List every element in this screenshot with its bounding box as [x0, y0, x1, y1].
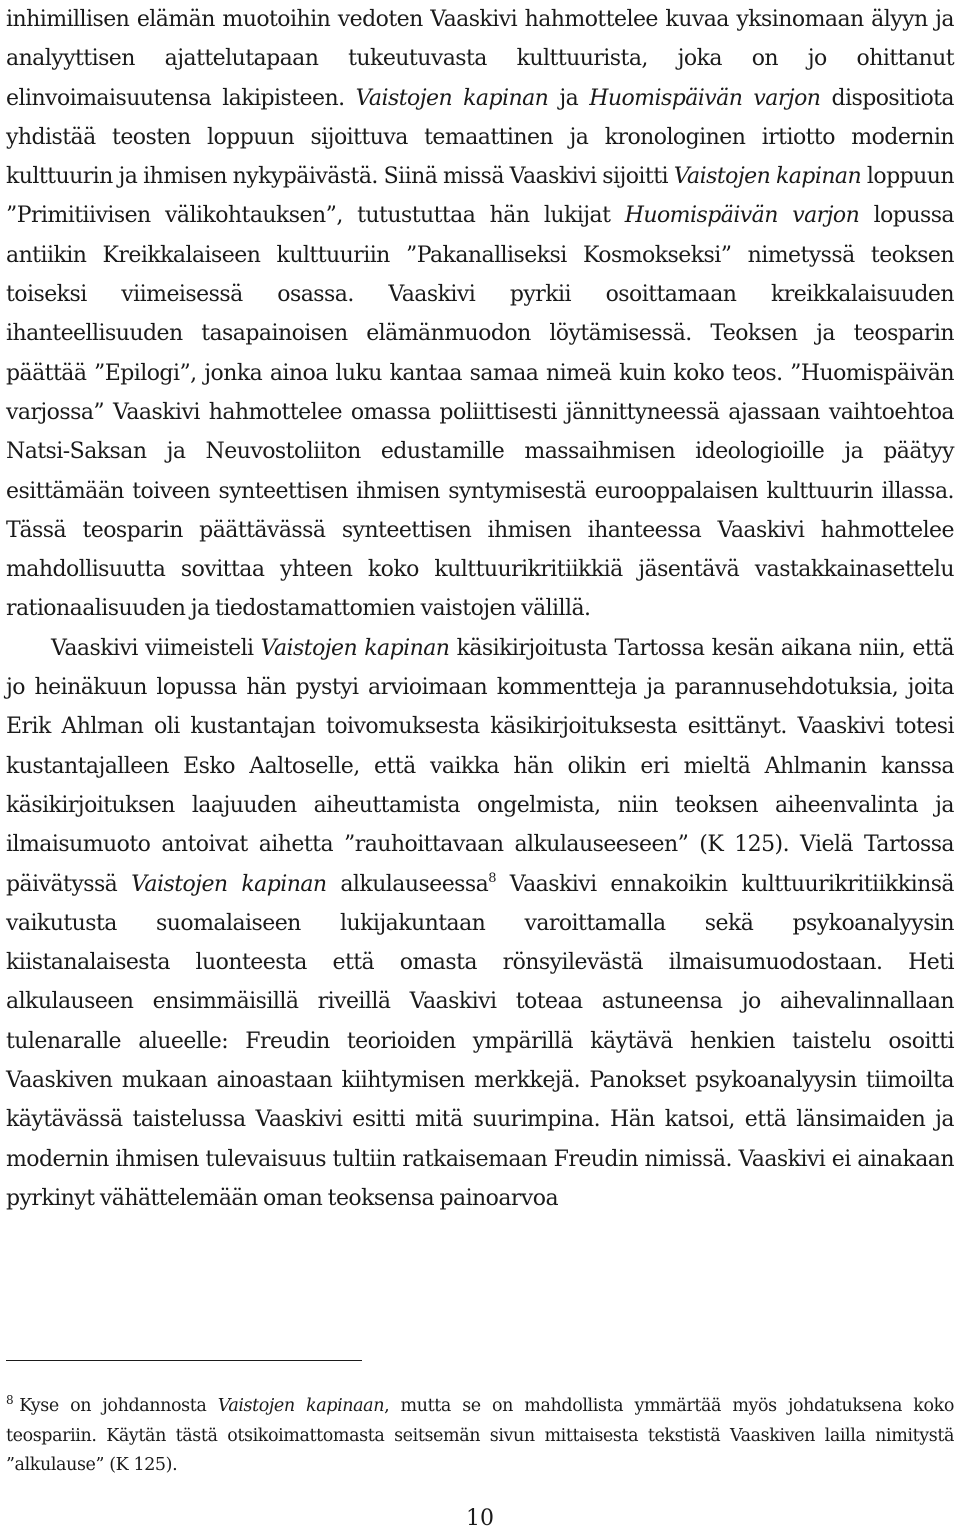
- paragraph-2: [6, 629, 954, 1218]
- footnote-text: Kyse on johdannosta: [19, 1396, 218, 1416]
- footnote-text: , mutta se on mahdollista ymmärtää myös johdatuksena koko teospariin. Käytän tästä otsikoimattomasta seitsemän sivun mittaisesta tekstistä Vaaskiven lailla nimitystä ”alkulause” (K 125).: [6, 1396, 954, 1475]
- paragraph-1-text: ja: [548, 85, 590, 111]
- paragraph-1-text: dispositiota yhdistää teosten loppuun sijoittuva temaattinen ja kronologinen irtiotto modernin kulttuurin ja ihmisen nykypäivästä. Siinä missä Vaaskivi sijoitti: [6, 85, 954, 190]
- paragraph-1-text: loppuun ”Primitiivisen välikohtauksen”, tutustuttaa hän lukijat: [6, 164, 954, 229]
- book-title-italic: Huomispäivän varjon: [624, 203, 860, 229]
- book-title-italic: Huomispäivän varjon: [589, 85, 821, 111]
- book-title-italic: Vaistojen kapinaan: [217, 1396, 385, 1416]
- paragraph-1-text: lopussa antiikin Kreikkalaiseen kulttuuriin ”Pakanalliseksi Kosmokseksi” nimetyssä teoksen toiseksi viimeisessä osassa. Vaaskivi pyrkii osoittamaan kreikkalaisuuden ihanteellisuuden tasapainoisen elämänmuodon löytämisessä. Teoksen ja teosparin päättää ”Epilogi”, jonka ainoa luku kantaa samaa nimeä kuin koko teos. ”Huomispäivän varjossa” Vaaskivi hahmottelee omassa poliittisesti jännittyneessä ajassaan vaihtoehtoa Natsi-Saksan ja Neuvostoliiton edustamille massaihmisen ideologioille ja päätyy esittämään toiveen synteettisen ihmisen syntymisestä eurooppalaisen kulttuurin illassa. Tässä teosparin päättävässä synteettisen ihmisen ihanteessa Vaaskivi hahmottelee mahdollisuutta sovittaa yhteen koko kulttuurikritiikkiä jäsentävä vastakkainasettelu rationaalisuuden ja tiedostamattomien vaistojen välillä.: [6, 203, 954, 622]
- footnote-number: 8: [6, 1393, 14, 1407]
- paragraph-2-text: Vaaskivi ennakoikin kulttuurikritiikkinsä vaikutusta suomalaiseen lukijakuntaan varoittamalla sekä psykoanalyysin kiistanalaisesta luonteesta että omasta rönsyilevästä ilmaisumuodostaan. Heti alkulauseen ensimmäisillä riveillä Vaaskivi toteaa astuneensa jo aihevalinnallaan tulenaralle alueelle: Freudin teorioiden ympärillä käytävä henkien taistelu osoitti Vaaskiven mukaan ainoastaan kiihtymisen merkkejä. Panokset psykoanalyysin tiimoilta käytävässä taistelussa Vaaskivi esitti mitä suurimpina. Hän katsoi, että länsimaiden ja modernin ihmisen tulevaisuus tultiin ratkaisemaan Freudin nimissä. Vaaskivi ei ainakaan pyrkinyt vähättelemään oman teoksensa painoarvoa: [6, 871, 954, 1211]
- body-text: [6, 0, 954, 1218]
- footnote-separator: [6, 1360, 362, 1361]
- paragraph-1: [6, 0, 954, 629]
- footnote: [6, 1392, 954, 1481]
- footnote-8: [6, 1392, 954, 1481]
- paragraph-2-text: käsikirjoitusta Tartossa kesän aikana niin, että jo heinäkuun lopussa hän pystyi arvioimaan kommentteja ja parannusehdotuksia, joita Erik Ahlman oli kustantajan toivomuksesta käsikirjoituksesta esittänyt. Vaaskivi totesi kustantajalleen Esko Aaltoselle, että vaikka hän olikin eri mieltä Ahlmanin kanssa käsikirjoituksen laajuuden aiheuttamista ongelmista, niin teoksen aiheenvalinta ja ilmaisumuoto antoivat aihetta ”rauhoittavaan alkulauseeseen” (K 125). Vielä Tartossa päivätyssä: [6, 635, 954, 897]
- book-title-italic: Vaistojen kapinan: [673, 164, 862, 190]
- page-number: 10: [466, 1506, 494, 1531]
- footnote-reference[interactable]: 8: [488, 870, 496, 886]
- book-title-italic: Vaistojen kapinan: [355, 85, 549, 111]
- book-title-italic: Vaistojen kapinan: [260, 635, 450, 661]
- paragraph-1-text: inhimillisen elämän muotoihin vedoten Vaaskivi hahmottelee kuvaa yksinomaan älyyn ja analyyttisen ajattelutapaan tukeutuvasta kulttuurista, joka on jo ohittanut elinvoimaisuutensa lakipisteen.: [6, 7, 954, 111]
- paragraph-2-text: Vaaskivi viimeisteli: [51, 635, 261, 661]
- paragraph-2-text: alkulauseessa: [326, 871, 489, 897]
- book-title-italic: Vaistojen kapinan: [131, 871, 327, 897]
